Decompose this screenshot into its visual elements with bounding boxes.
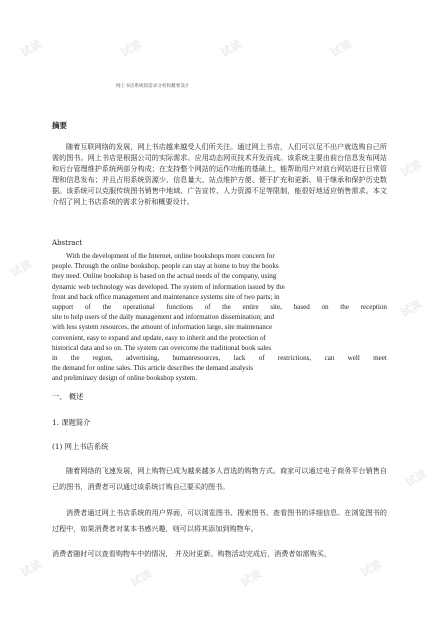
intro-paragraph: 消费者随时可以查看购物车中的情况， 并及时更新。购物活动完成后，消费者如需购买， <box>52 549 331 558</box>
watermark: 试读 <box>8 257 35 280</box>
abstract-cn-paragraph: 随着互联网络的发展，网上书店越来越受人们所关注。通过网上书店，人们可以足不出户就选购自己所需的图书。网上书店是根据公司的实际需求、应用动态网页技术开发而成。该系统主要由前台信息发布网站和后台管理维护系统两部分构成；在支持整个网站的运作功能的基础上，能帮助用户对前台网站进行日常管理和信息发布；并且占用系统资源少、信息量大、站点维护方便、便于扩充和更新、易于继承和保护历史数据。该系统可以克服传统图书销售中地域、广告宣传、人力资源不足等限制，能很好地适应销售需求。本文介绍了网上书店系统的需求分析和概要设计。 <box>52 142 387 207</box>
word: meet <box>373 354 387 363</box>
watermark: 试读 <box>328 37 355 60</box>
word: on <box>321 303 329 312</box>
watermark: 试读 <box>128 567 155 590</box>
intro-paragraph: 随着网络的飞速发展，网上购物已成为越来越多人首选的购物方式。商家可以通过电子商务平台销售自己的图书，消费者可以通过该系统订购自己要买的图书。 <box>52 466 387 491</box>
word: region, <box>92 354 113 363</box>
word: support <box>52 303 74 312</box>
abstract-en-line: with less system resources, the amount of information large, site maintenance <box>52 323 273 332</box>
word: restrictions, <box>277 354 312 363</box>
section-heading-overview: 一、 概述 <box>52 392 84 401</box>
page-header: 网上书店系统的需求分析和概要设计 <box>116 84 190 89</box>
word: humanresources, <box>172 354 221 363</box>
word: entire <box>242 303 259 312</box>
abstract-en-line: convenient, easy to expand and update, easy to inherit and the protection of <box>52 333 266 342</box>
word: in <box>52 354 58 363</box>
word: can <box>324 354 335 363</box>
abstract-en-heading: Abstract <box>52 239 83 247</box>
abstract-en-line <box>52 302 387 312</box>
word: of <box>204 303 211 312</box>
abstract-en-paragraph <box>52 251 387 384</box>
abstract-en-line: they need. Online bookshop is based on the actual needs of the company, using <box>52 272 277 281</box>
word: operational <box>122 303 155 312</box>
word: of <box>84 303 91 312</box>
intro-paragraph: 消费者通过网上书店系统的用户界面，可以浏览图书、搜索图书、查看图书的详细信息。在浏览图书的过程中，如果消费者对某本书感兴趣，则可以将其添加到购物车。 <box>52 508 387 533</box>
abstract-en-line: dynamic web technology was developed. The system of information issued by the <box>52 282 285 291</box>
abstract-en-line: front and back office management and maintenance systems site of two parts; in <box>52 292 280 301</box>
word: the <box>340 303 349 312</box>
word: advertising, <box>125 354 160 363</box>
word: reception <box>360 303 387 312</box>
watermark: 试读 <box>403 467 430 490</box>
subsection-heading-bookshop: (1) 网上书店系统 <box>52 442 109 451</box>
abstract-en-line <box>52 353 387 363</box>
word: well <box>347 354 360 363</box>
word: lack <box>233 354 246 363</box>
watermark: 试读 <box>118 37 145 60</box>
watermark: 试读 <box>218 37 245 60</box>
watermark: 试读 <box>358 557 385 580</box>
abstract-en-line: With the development of the Internet, online bookshops more concern for <box>66 252 275 260</box>
watermark: 试读 <box>398 297 425 320</box>
word: based <box>293 303 310 312</box>
subsection-heading-intro: 1. 课题简介 <box>52 418 91 427</box>
abstract-en-line: people. Through the online bookshop, people can stay at home to buy the books <box>52 262 279 271</box>
abstract-en-line: historical data and so on. The system can overcome the traditional book sales <box>52 343 272 352</box>
abstract-cn-heading: 摘要 <box>52 121 67 130</box>
watermark: 试读 <box>18 37 45 60</box>
abstract-en-line: site to help users of the daily management and information dissemination; and <box>52 313 275 322</box>
word: of <box>258 354 265 363</box>
word: site, <box>270 303 282 312</box>
abstract-en-line: and preliminary design of online bookshop system. <box>52 374 198 383</box>
watermark: 试读 <box>398 157 425 180</box>
word: the <box>222 303 231 312</box>
word: functions <box>166 303 193 312</box>
watermark: 试读 <box>18 557 45 580</box>
word: the <box>70 354 80 363</box>
word: the <box>102 303 112 312</box>
watermark: 试读 <box>238 567 265 590</box>
abstract-en-line: the demand for online sales. This article describes the demand analysis <box>52 364 253 373</box>
